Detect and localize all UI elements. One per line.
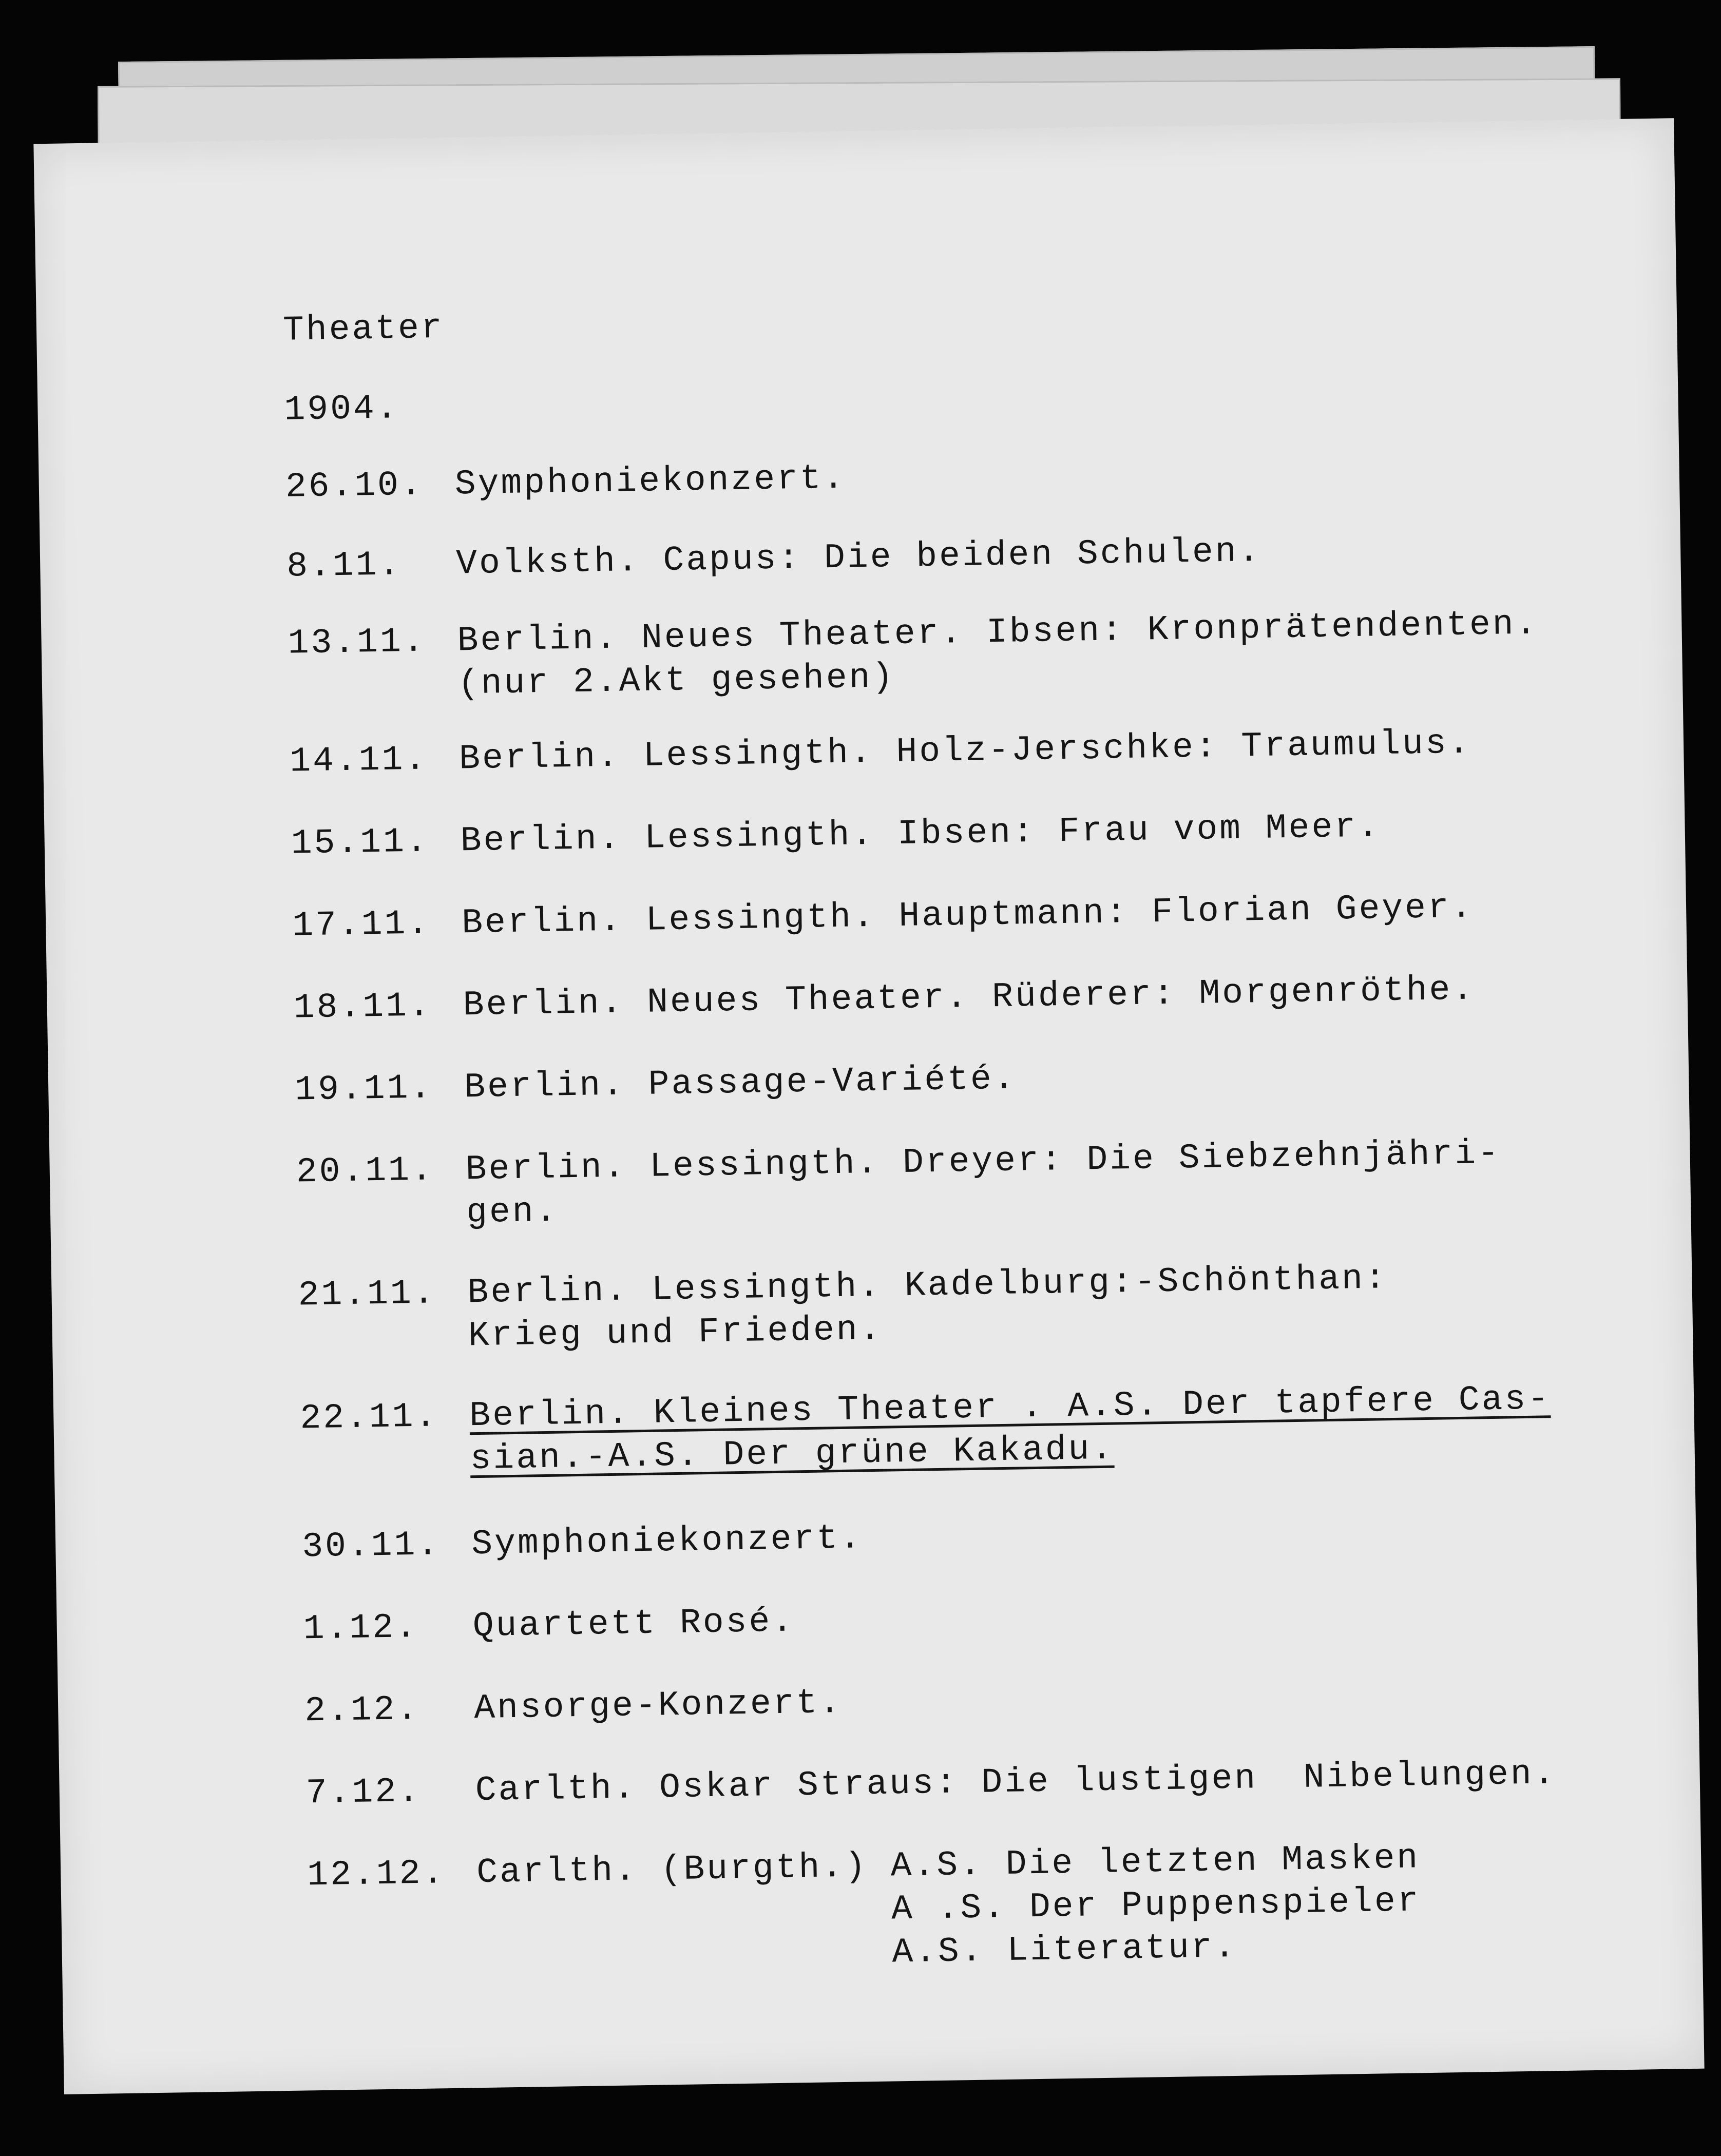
document-page (33, 118, 1704, 2094)
entry-date: 15.11. (291, 822, 430, 864)
entry-date: 30.11. (301, 1525, 441, 1567)
entry-text: Quartett Rosé. (472, 1602, 795, 1647)
entry-text: Berlin. Lessingth. Holz-Jerschke: Traumulus. (458, 723, 1472, 779)
list-item (291, 802, 1626, 864)
entry-date: 7.12. (305, 1772, 422, 1814)
list-item (285, 445, 1620, 507)
entry-date: 19.11. (294, 1068, 433, 1110)
entry-text: Berlin. Neues Theater. Ibsen: Kronprätendenten. (nur 2.Akt gesehen) (457, 604, 1539, 704)
list-item (299, 1377, 1635, 1479)
list-item (307, 1834, 1642, 1979)
list-item (303, 1587, 1638, 1649)
entry-text: Volksth. Capus: Die beiden Schulen. (455, 531, 1261, 584)
year-heading: 1904. (283, 389, 400, 430)
list-item (304, 1669, 1639, 1731)
page-heading: Theater (282, 308, 445, 351)
entry-text: Berlin. Lessingth. Dreyer: Die Siebzehnjähri- gen. (465, 1133, 1501, 1233)
entry-text: Carlth. (Burgth.) A.S. Die letzten Masken A .S. Der Puppenspieler A.S. Literatur. (476, 1838, 1421, 1979)
entry-date: 14.11. (289, 740, 428, 782)
list-item (294, 1048, 1630, 1110)
list-item (296, 1130, 1631, 1233)
entry-date: 22.11. (299, 1397, 438, 1439)
entry-text: Ansorge-Konzert. (473, 1683, 843, 1729)
entry-text: Berlin. Passage-Variété. (464, 1059, 1017, 1108)
entry-date: 21.11. (298, 1274, 437, 1316)
entry-text: Symphoniekonzert. (471, 1518, 863, 1565)
entry-text: Berlin. Neues Theater. Rüderer: Morgenröthe. (463, 970, 1476, 1026)
entry-date: 17.11. (292, 904, 431, 946)
entry-date: 8.11. (286, 545, 402, 587)
entry-date: 1.12. (303, 1607, 419, 1649)
list-item (288, 602, 1622, 704)
entry-date: 18.11. (293, 986, 432, 1028)
list-item (305, 1751, 1640, 1814)
entry-date: 12.12. (307, 1854, 446, 1896)
entry-text: Berlin. Kleines Theater . A.S. Der tapfere Cas- sian.-A.S. Der grüne Kakadu. (469, 1379, 1551, 1479)
list-item (301, 1505, 1637, 1567)
entry-date: 20.11. (296, 1150, 435, 1192)
entry-date: 26.10. (285, 465, 424, 507)
typed-list (282, 288, 1644, 2003)
entry-text: Berlin. Lessingth. Kadelburg:-Schönthan: Krieg und Frieden. (467, 1259, 1388, 1356)
entry-date: 2.12. (304, 1689, 420, 1731)
entry-text: Carlth. Oskar Straus: Die lustigen Nibelungen. (475, 1754, 1557, 1811)
list-item (293, 966, 1628, 1028)
entry-text: Berlin. Lessingth. Hauptmann: Florian Geyer. (461, 888, 1475, 944)
list-item (292, 884, 1627, 946)
entry-text: Symphoniekonzert. (454, 458, 847, 505)
entry-date: 13.11. (288, 622, 427, 664)
entry-text: Berlin. Lessingth. Ibsen: Frau vom Meer. (460, 807, 1381, 861)
list-item (286, 525, 1621, 587)
list-item (298, 1254, 1633, 1356)
list-item (289, 720, 1624, 782)
